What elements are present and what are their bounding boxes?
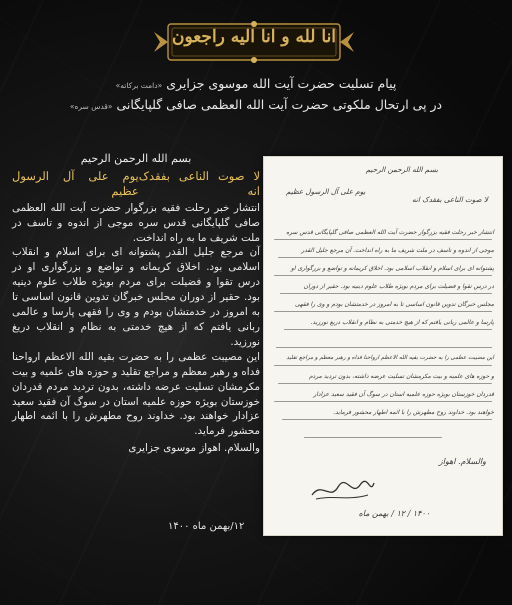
letter-paragraph-1: انتشار خبر رحلت فقیه بزرگوار حضرت آیت الله العظمی صافی گلپایگانی قدس سره موجی از اندوه و تاسف در ملت شریف ما به راه انداخت. [12,201,260,244]
hw-stroke [278,383,492,384]
hw-line-8: و حوزه های علمیه و بیت مکرمشان تسلیت عرضه داشته، بدون تردید مردم [308,373,494,380]
header-line-1-main: پیام تسلیت حضرت آیت الله موسوی جزایری [166,76,397,91]
hw-stroke [304,437,442,438]
hw-line-9: قدردان خوزستان بویژه حوزه علمیه استان در سوگ آن فقید سعید عزادار [313,391,494,398]
hw-stroke [278,257,492,258]
hw-line-4: در درس تقوا و فضیلت برای مردم بویژه طلاب علوم دینیه بود. حقیر از دوران [303,283,494,290]
hw-closing: والسلام. اهواز [438,457,486,466]
hw-line-1: انتشار خبر رحلت فقیه بزرگوار حضرت آیت الله العظمی صافی گلپایگانی قدس سره [286,229,494,236]
hw-quote-left: یوم علی آل الرسول عظیم [286,187,366,196]
hw-stroke [274,311,492,312]
hw-line-2: موجی از اندوه و تاسف در ملت شریف ما به راه انداخت. آن مرجع جلیل القدر [301,247,494,254]
hw-line-10: خواهند بود. خداوند روح مطهرش را با ائمه اطهار محشور فرماید. [333,409,494,416]
handwritten-document [263,156,503,536]
hw-quote-right: لا صوت الناعی بفقدک انه [412,195,488,204]
hw-stroke [280,293,492,294]
hw-stroke [274,365,492,366]
hw-line-7: این مصیبت عظمی را به حضرت بقیه الله الاعظم ارواحنا فداه و رهبر معظم و مراجع تقلید [286,355,494,361]
header-line-2-main: در پی ارتحال ملکوتی حضرت آیت الله العظمی صافی گلپایگانی [116,97,443,112]
typed-letter [12,152,260,537]
letter-bismillah: بسم الله الرحمن الرحیم [80,152,192,165]
signature-scribble [308,477,378,503]
banner-calligraphy: انا لله و انا الیه راجعون [171,27,337,47]
header-line-1-honorific: «دامت برکاته» [115,81,163,90]
header-line-1 [40,76,472,91]
hw-line-5: مجلس خبرگان تدوین قانون اساسی تا به امروز در خدمتشان بودم و وی را فقهی [294,301,494,308]
hw-stroke [274,275,492,276]
letter-paragraph-3: این مصیبت عظمی را به حضرت بقیه الله الاعظم ارواحنا فداه و رهبر معظم و مراجع تقلید و حوزه های علمیه و بیت مکرمشان تسلیت عرضه داشته، بدون تردید مردم قدردان خوزستان بویژه حوزه علمیه استان در سوگ آن فقید سعید عزادار خواهند بود. خداوند روح مطهرش را با ائمه اطهار محشور فرماید. [12,350,260,438]
hw-bismillah: بسم الله الرحمن الرحیم [365,165,438,174]
letter-quote-left: یوم علی آل الرسول عظیم [12,168,139,198]
header-line-2 [20,97,492,112]
hw-line-6: پارسا و عالمی ربانی یافتم که از هیچ خدمتی به نظام و انقلاب دریغ نورزید. [310,319,494,326]
hw-stroke [284,329,492,330]
hw-stroke [274,239,492,240]
hw-line-3: پشتوانه ای برای اسلام و انقلاب اسلامی بود. اخلاق کریمانه و تواضع و بزرگواری او [290,265,494,272]
letter-paragraph-2: آن مرجع جلیل القدر پشتوانه ای برای اسلام و انقلاب اسلامی بود. اخلاق کریمانه و تواضع و بزرگواری او در درس تقوا و فضیلت برای مردم بویژه طلاب علوم دینیه بود. حقیر از دوران مجلس خبرگان تدوین قانون اساسی تا به امروز در خدمتشان بودم و وی را فقهی پارسا و عالمی ربانی یافتم که از هیچ خدمتی به نظام و انقلاب دریغ نورزید. [12,246,260,348]
letter-quote-right: لا صوت الناعی بفقدک انه [138,168,260,198]
hw-date: ۱۴۰۰ / ۱۲ / بهمن ماه [358,509,430,518]
title-banner [150,18,358,66]
letter-date: ۱۲/بهمن ماه ۱۴۰۰ [168,521,245,532]
header-line-2-honorific: «قدس سره» [69,102,113,111]
hw-stroke [282,419,492,420]
hw-stroke [276,347,492,348]
letter-quote [12,169,260,199]
letter-closing: والسلام. اهواز موسوی جزایری [128,442,260,455]
hw-stroke [274,401,492,402]
